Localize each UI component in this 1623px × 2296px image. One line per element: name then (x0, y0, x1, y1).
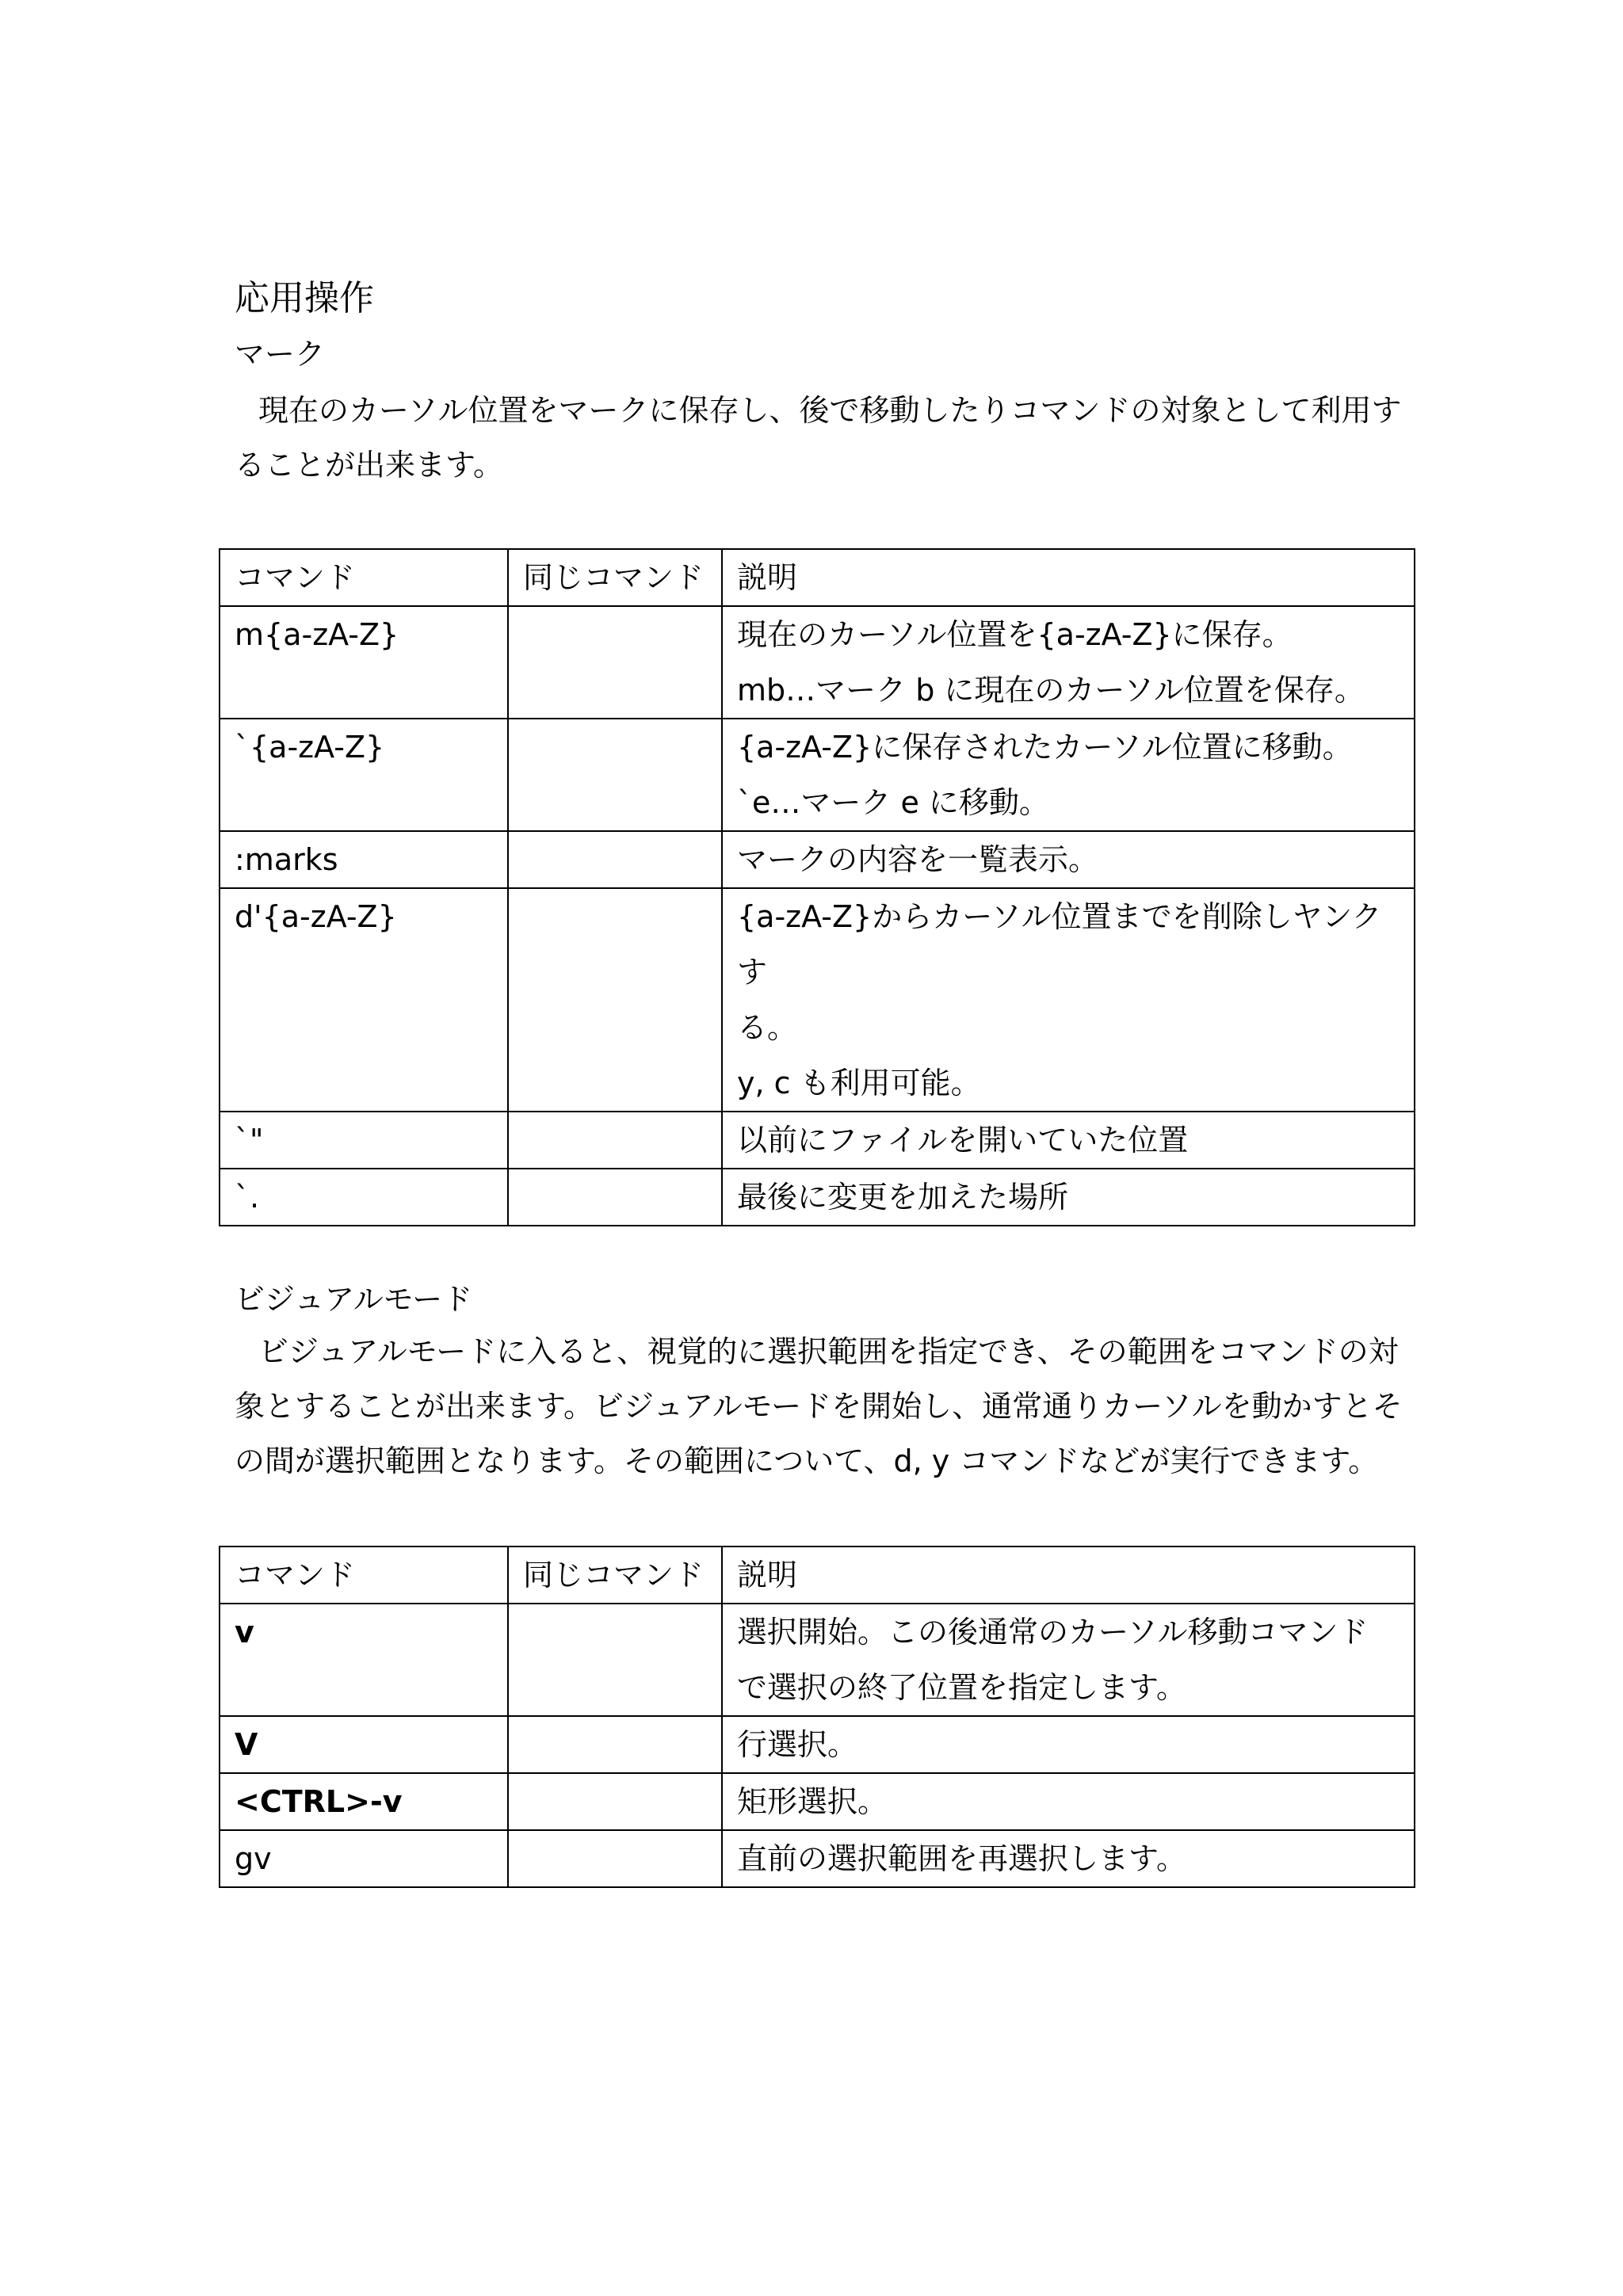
command-cell: :marks (220, 831, 508, 888)
section-title: 応用操作 (235, 278, 374, 318)
table-row (220, 1112, 1415, 1169)
same-command-cell (508, 719, 722, 831)
description-line: 矩形選択。 (737, 1784, 888, 1819)
description-cell (722, 831, 1415, 888)
same-command-cell (508, 831, 722, 888)
visual-intro-line: 象とすることが出来ます。ビジュアルモードを開始し、通常通りカーソルを動かすとそ (235, 1389, 1403, 1424)
command-cell: m{a-zA-Z} (220, 606, 508, 719)
description-cell (722, 888, 1415, 1112)
description-line: 最後に変更を加えた場所 (737, 1180, 1069, 1215)
command-cell: V (220, 1716, 508, 1773)
visual-command-table (219, 1546, 1415, 1888)
header-description: 説明 (722, 549, 1415, 606)
description-line: で選択の終了位置を指定します。 (737, 1670, 1186, 1705)
description-line: 現在のカーソル位置を{a-zA-Z}に保存。 (737, 617, 1293, 652)
description-cell (722, 719, 1415, 831)
header-description: 説明 (722, 1547, 1415, 1604)
mark-heading: マーク (235, 337, 326, 372)
table-row (220, 1830, 1415, 1887)
table-row (220, 1604, 1415, 1716)
mark-intro: 現在のカーソル位置をマークに保存し、後で移動したりコマンドの対象として利用することが出来ます。 (235, 393, 1402, 482)
header-command: コマンド (220, 549, 508, 606)
same-command-cell (508, 1830, 722, 1887)
command-cell: v (220, 1604, 508, 1716)
visual-intro (235, 1325, 1415, 1489)
table-row (220, 831, 1415, 888)
header-same-command: 同じコマンド (508, 549, 722, 606)
description-line: 行選択。 (737, 1727, 858, 1762)
description-line: マークの内容を一覧表示。 (737, 842, 1099, 877)
table-row (220, 1773, 1415, 1830)
command-cell: gv (220, 1830, 508, 1887)
command-cell: `{a-zA-Z} (220, 719, 508, 831)
visual-heading: ビジュアルモード (235, 1282, 473, 1317)
same-command-cell (508, 888, 722, 1112)
same-command-cell (508, 606, 722, 719)
same-command-cell (508, 1604, 722, 1716)
description-line: mb…マーク b に現在のカーソル位置を保存。 (737, 673, 1365, 707)
same-command-cell (508, 1773, 722, 1830)
header-command: コマンド (220, 1547, 508, 1604)
header-same-command: 同じコマンド (508, 1547, 722, 1604)
table-row (220, 1169, 1415, 1226)
description-cell (722, 1604, 1415, 1716)
description-line: 以前にファイルを開いていた位置 (737, 1123, 1189, 1158)
description-line: る。 (737, 1010, 798, 1045)
mark-table-body (220, 606, 1415, 1226)
table-row (220, 888, 1415, 1112)
description-cell (722, 1112, 1415, 1169)
visual-intro-line: の間が選択範囲となります。その範囲について、d, y コマンドなどが実行できます。 (235, 1444, 1379, 1478)
same-command-cell (508, 1716, 722, 1773)
mark-command-table (219, 548, 1415, 1226)
description-line: 直前の選択範囲を再選択します。 (737, 1841, 1186, 1876)
table-row (220, 1716, 1415, 1773)
description-line: y, c も利用可能。 (737, 1066, 981, 1100)
description-line: {a-zA-Z}に保存されたカーソル位置に移動。 (737, 730, 1353, 765)
same-command-cell (508, 1169, 722, 1226)
command-cell: <CTRL>-v (220, 1773, 508, 1830)
description-line: 選択開始。この後通常のカーソル移動コマンド (737, 1615, 1369, 1650)
same-command-cell (508, 1112, 722, 1169)
table-header-row (220, 549, 1415, 606)
table-row (220, 719, 1415, 831)
description-cell (722, 1773, 1415, 1830)
table-row (220, 606, 1415, 719)
command-cell: `" (220, 1112, 508, 1169)
command-cell: `. (220, 1169, 508, 1226)
table-header-row (220, 1547, 1415, 1604)
description-cell (722, 1716, 1415, 1773)
description-cell (722, 1830, 1415, 1887)
description-line: `e…マーク e に移動。 (737, 785, 1049, 820)
visual-intro-line: ビジュアルモードに入ると、視覚的に選択範囲を指定でき、その範囲をコマンドの対 (258, 1334, 1399, 1369)
description-line: {a-zA-Z}からカーソル位置までを削除しヤンクす (737, 899, 1382, 990)
command-cell: d'{a-zA-Z} (220, 888, 508, 1112)
description-cell (722, 1169, 1415, 1226)
visual-table-body (220, 1604, 1415, 1887)
description-cell (722, 606, 1415, 719)
